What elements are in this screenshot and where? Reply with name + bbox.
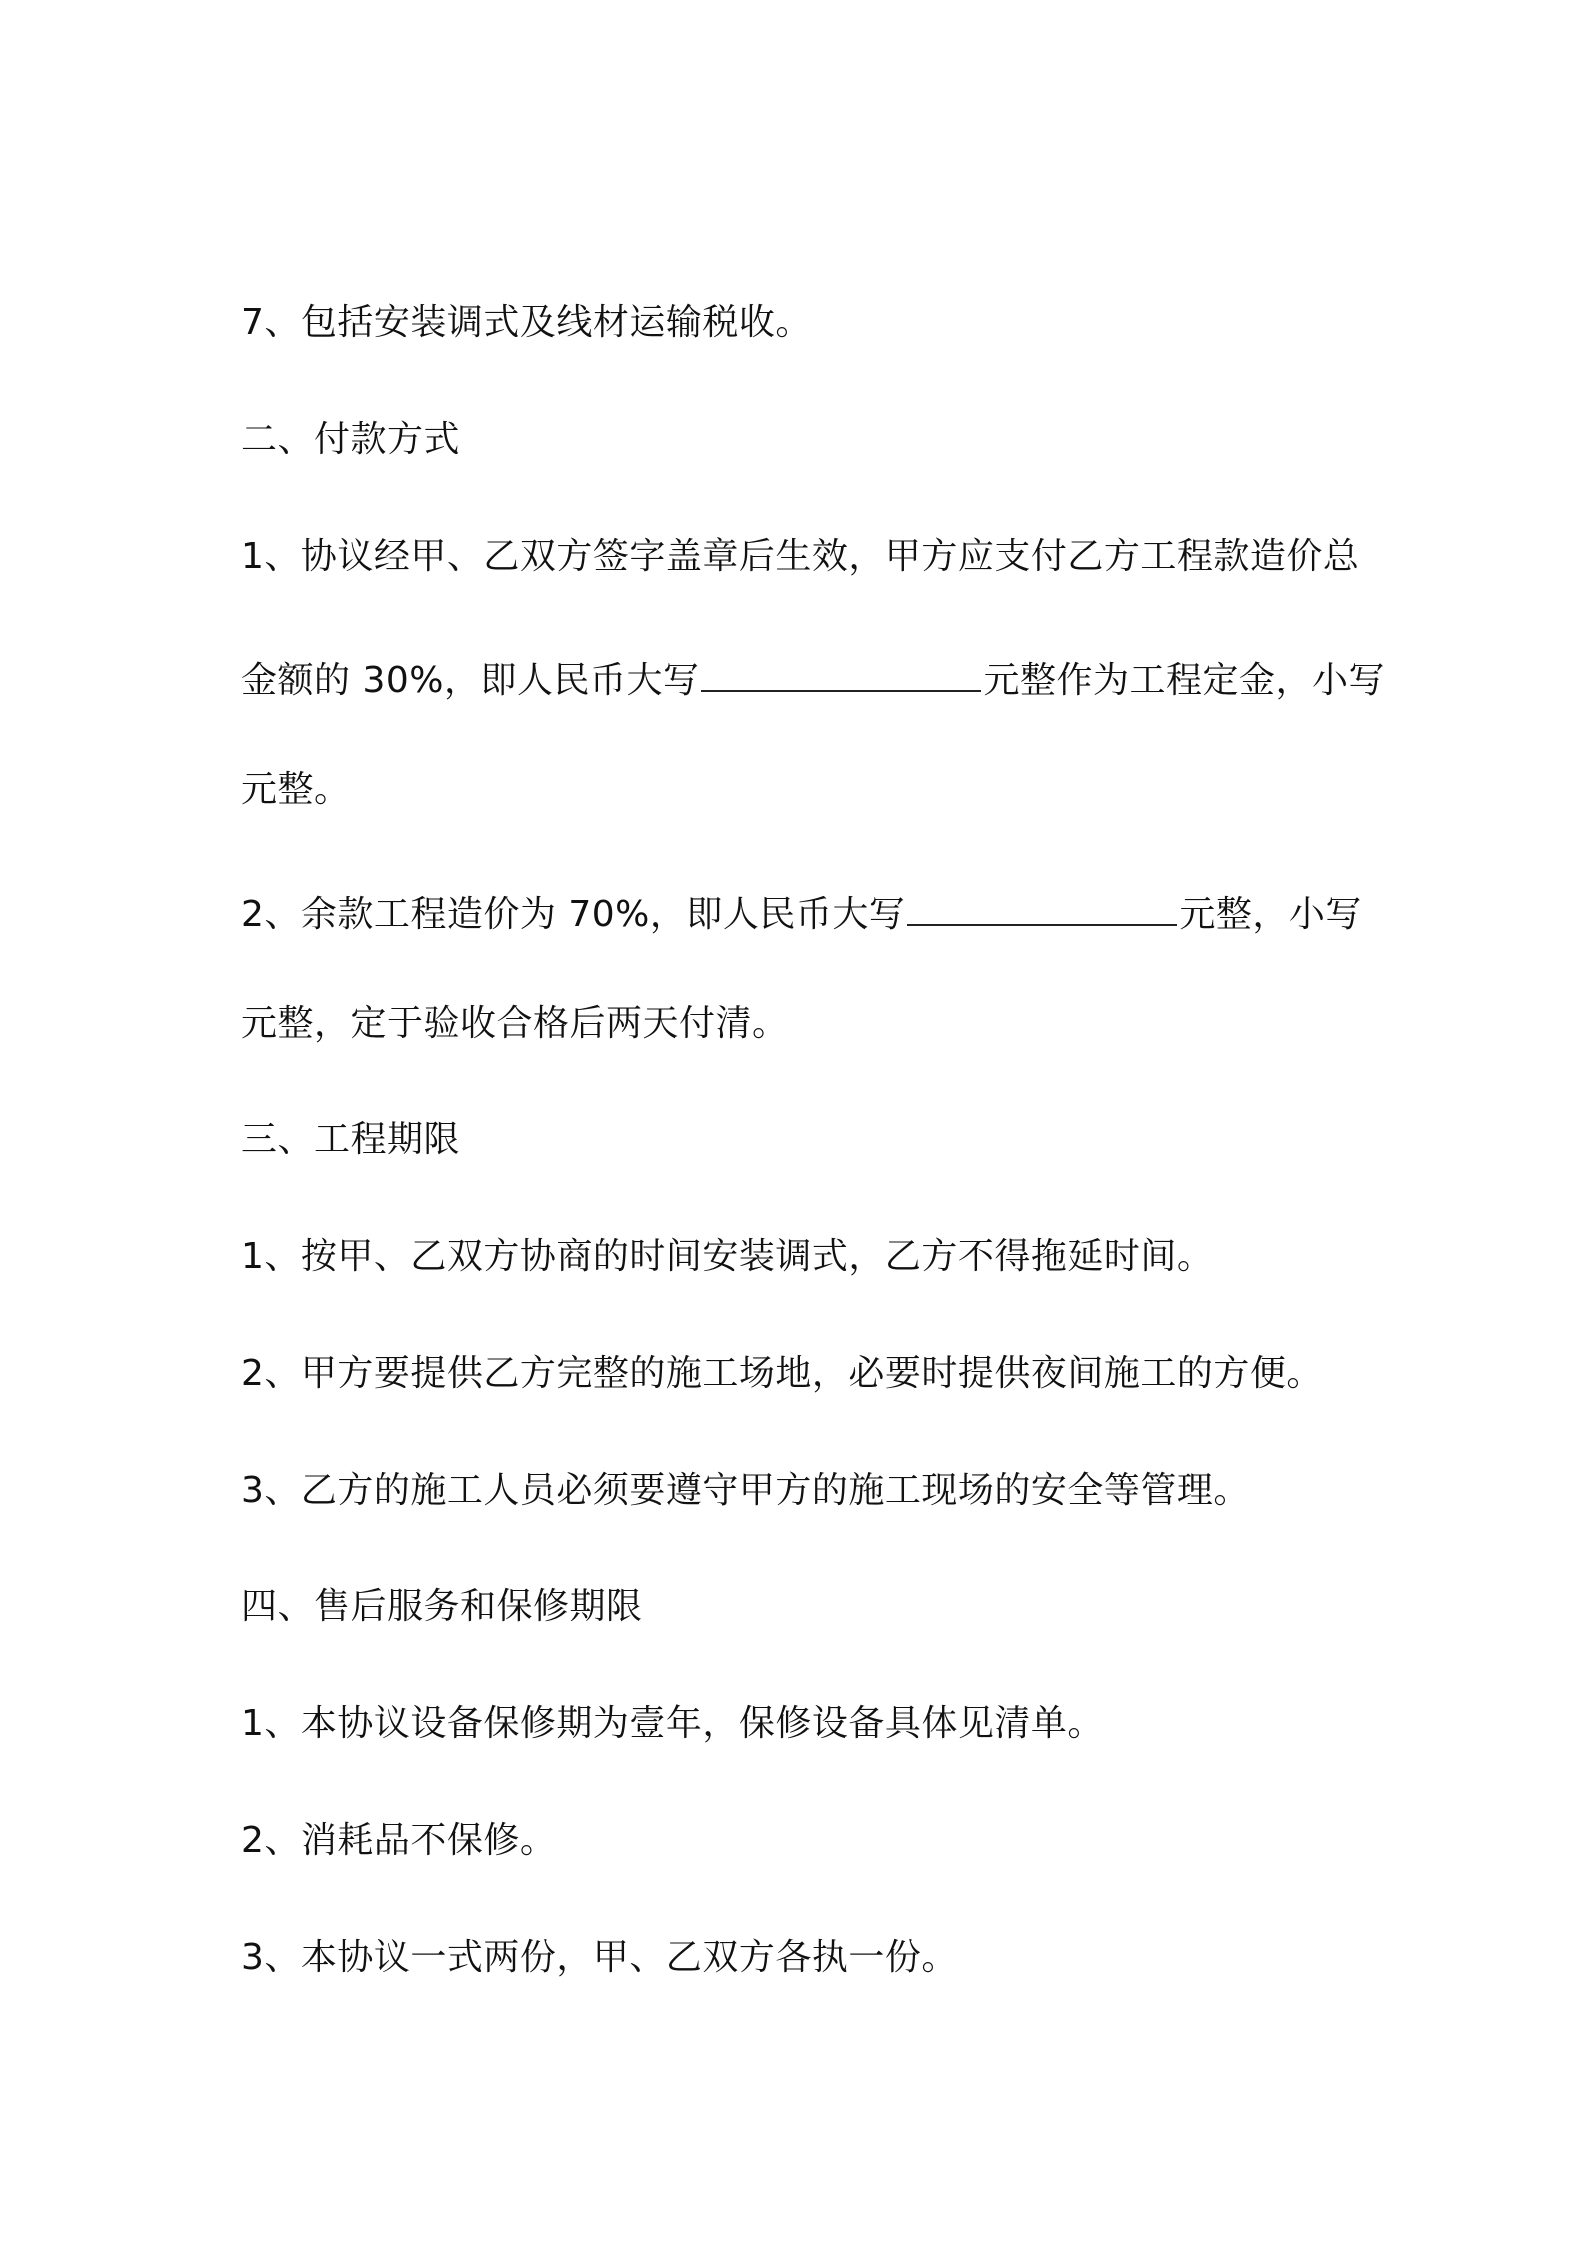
section-3-heading: 三、工程期限 [241, 1119, 461, 1160]
section-3-clause-1: 1、按甲、乙双方协商的时间安装调式，乙方不得拖延时间。 [241, 1236, 1214, 1277]
section-4-clause-2: 2、消耗品不保修。 [241, 1820, 557, 1861]
section-2-clause-2-line-1 [241, 882, 1362, 935]
section-3-clause-2: 2、甲方要提供乙方完整的施工场地，必要时提供夜间施工的方便。 [241, 1353, 1323, 1394]
item-7-line: 7、包括安装调式及线材运输税收。 [241, 302, 812, 343]
section-2-clause-1-line-1: 1、协议经甲、乙双方签字盖章后生效，甲方应支付乙方工程款造价总 [241, 536, 1360, 577]
section-2-heading: 二、付款方式 [241, 419, 461, 460]
section-4-clause-1: 1、本协议设备保修期为壹年，保修设备具体见清单。 [241, 1703, 1104, 1744]
balance-uppercase-blank [907, 882, 1177, 926]
section-2-clause-1-line-2 [241, 648, 1385, 701]
section-2-clause-1-line-3: 元整。 [241, 769, 351, 810]
clause-1-text-after-blank: 元整作为工程定金，小写 [983, 660, 1385, 701]
clause-2-text-before-blank: 2、余款工程造价为 70%，即人民币大写 [241, 894, 906, 935]
section-4-heading: 四、售后服务和保修期限 [241, 1586, 643, 1627]
section-4-clause-3: 3、本协议一式两份，甲、乙双方各执一份。 [241, 1937, 958, 1978]
clause-1-text-before-blank: 金额的 30%，即人民币大写 [241, 660, 700, 701]
section-3-clause-3: 3、乙方的施工人员必须要遵守甲方的施工现场的安全等管理。 [241, 1470, 1250, 1511]
amount-uppercase-blank [701, 648, 981, 692]
section-2-clause-2-line-2: 元整，定于验收合格后两天付清。 [241, 1003, 789, 1044]
clause-2-text-after-blank: 元整，小写 [1179, 894, 1362, 935]
